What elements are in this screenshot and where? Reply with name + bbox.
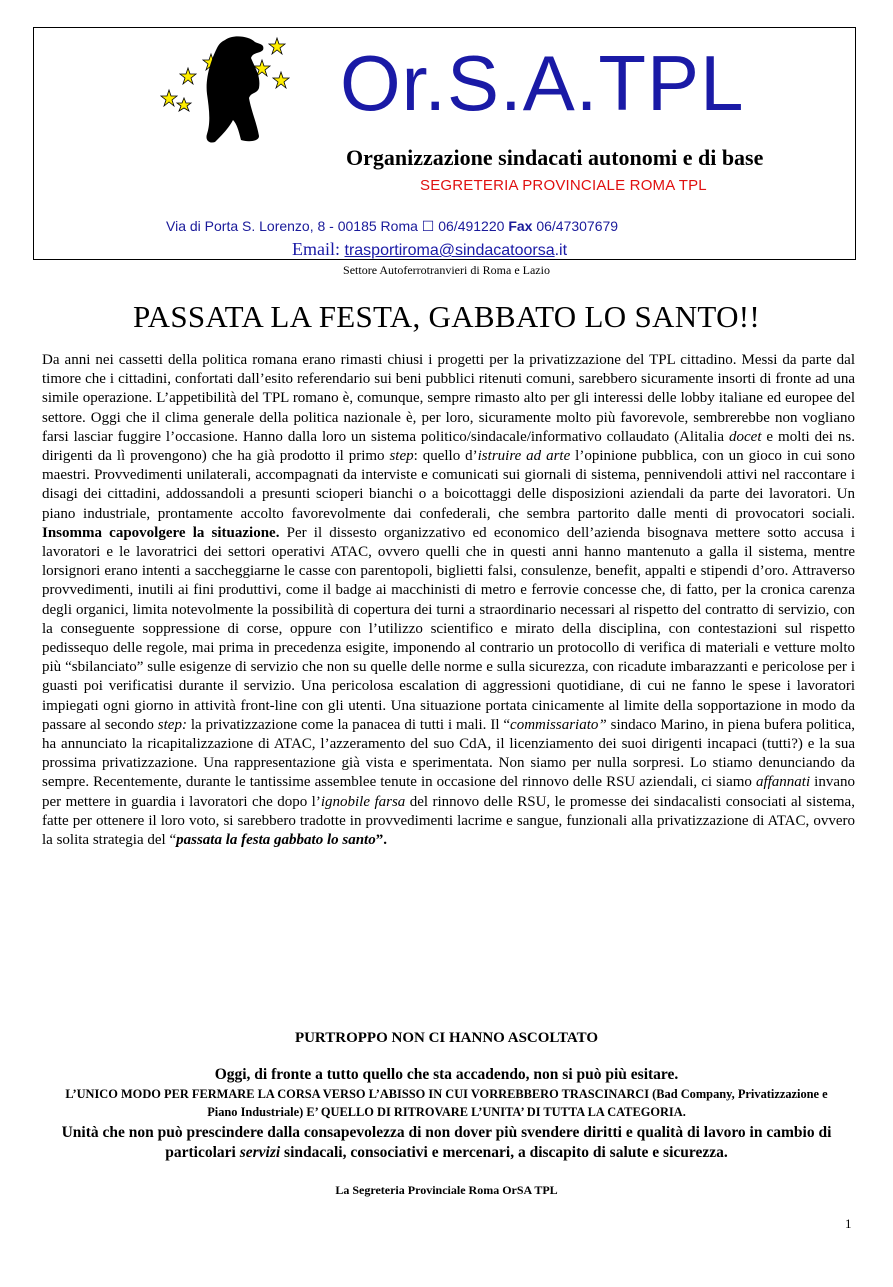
sector-subtitle: Settore Autoferrotranvieri di Roma e Lazio bbox=[343, 263, 550, 277]
fax-number: 06/47307679 bbox=[536, 218, 619, 234]
fax-label: Fax bbox=[508, 218, 533, 234]
bear-silhouette bbox=[206, 36, 263, 142]
unity-statement: Unità che non può prescindere dalla consapevolezza di non dover più svendere diritti e qualità di lavoro in cambio di particolari servizi sindacali, consociativi e mercenari, a discapito di salute e sicurezza. bbox=[61, 1124, 832, 1161]
email-tld: .it bbox=[554, 242, 568, 259]
organization-logo-text: Or.S.A.TPL bbox=[340, 39, 745, 127]
contact-email bbox=[292, 239, 567, 260]
phone-number: 06/491220 bbox=[438, 218, 505, 234]
address-text: Via di Porta S. Lorenzo, 8 - 00185 Roma bbox=[166, 218, 418, 234]
signature: La Segreteria Provinciale Roma OrSA TPL bbox=[335, 1183, 558, 1197]
bear-with-stars-logo bbox=[155, 32, 295, 147]
section-heading: PURTROPPO NON CI HANNO ASCOLTATO bbox=[294, 1030, 599, 1046]
page-number: 1 bbox=[845, 1216, 852, 1231]
phone-icon: ☐ bbox=[421, 218, 435, 234]
call-to-action: Oggi, di fronte a tutto quello che sta accadendo, non si può più esitare. bbox=[214, 1066, 679, 1083]
contact-address bbox=[166, 218, 618, 235]
organization-name: Organizzazione sindacati autonomi e di base bbox=[346, 145, 764, 170]
page-title: PASSATA LA FESTA, GABBATO LO SANTO!! bbox=[132, 299, 761, 334]
body-paragraph: Da anni nei cassetti della politica romana erano rimasti chiusi i progetti per la privatizzazione del TPL cittadino. Messi da parte dal timore che i cittadini, confortati dall’esito referendario sui beni pubblici ritenuti comuni, sarebbero sicuramente insorti di fronte ad una simile operazione. L’appetibilità del TPL romano è, comunque, sempre rimasto alto per gli interessi delle lobby italiane ed europee del settore. Oggi che il clima generale della politica nazionale è, per loro, sicuramente molto più favorevole, sembrerebbe non vogliano farsi lasciar fuggire l’occasione. Hanno dalla loro un sistema politico/sindacale/informativo collaudato (Alitalia docet e molti dei ns. dirigenti da lì provengono) che ha già prodotto il primo step: quello d’istruire ad arte l’opinione pubblica, con un gioco in cui sono maestri. Provvedimenti unilaterali, accompagnati da interviste e comunicati sui giornali di sistema, pennivendoli attivi nel raccontare i disagi dei cittadini, addossandoli a presunti scioperi bianchi o a boicottaggi delle disposizioni aziendali da parte dei lavoratori. Un piano industriale, prontamente accolto favorevolmente dai confederali, che sembra partorito dalle menti di provocatori sociali. Insomma capovolgere la situazione. Per il dissesto organizzativo ed economico dell’azienda bisognava mettere sotto accusa i lavoratori e le lavoratrici dei settori operativi ATAC, ovvero quelli che in questi anni hanno mantenuto a galla il sistema, mentre lorsignori erano intenti a saccheggiarne le casse con parentopoli, biglietti falsi, consulenze, benefit, appalti e stipendi d’oro. Attraverso provvedimenti, inutili ai fini produttivi, come il badge ai macchinisti di metro e ferrovie concesse che, di fatto, per la cronica carenza degli organici, limita notevolmente la possibilità di copertura dei turni a straordinario necessari al rispetto del contratto di servizio, con la conseguente soppressione di corse, oppure con l’utilizzo scientifico e mirato della disciplina, con contestazioni sul rispetto pedissequo delle regole, mai prima in precedenza esigite, imponendo al contrario un protocollo di verifica di materiali e vetture molto più “sbilanciato” sulle esigenze di servizio che non su quelle delle norme e sulla sicurezza, con ricadute imbarazzanti e pericolose per i guasti poi verificatisi durante il servizio. Una pericolosa escalation di aggressioni quotidiane, di cui ne fanno le spese i lavoratori impiegati ogni giorno in attività front-line con gli utenti. Una situazione portata cinicamente al limite della sopportazione in modo da passare al secondo step: la privatizzazione come la panacea di tutti i mali. Il “commissariato” sindaco Marino, in piena bufera politica, ha annunciato la ricapitalizzazione di ATAC, l’azzeramento del suo CdA, il licenziamento dei suoi dirigenti incapaci (tutti?) e la sua prossima privatizzazione. Una rappresentazione già vista e sperimentata. Non siamo per nulla sorpresi. Lo stiamo denunciando da sempre. Recentemente, durante le tantissime assemblee tenute in occasione del rinnovo delle RSU aziendali, ci siamo affannati invano per mettere in guardia i lavoratori che dopo l’ignobile farsa del rinnovo delle RSU, le promesse dei sindacalisti consociati al sistema, fatte per ottenere il loro voto, si sarebbero tradotte in provvedimenti lacrime e sangue, funzionali alla privatizzazione di ATAC, ovvero la solita strategia del “passata la festa gabbato lo santo”. bbox=[42, 352, 856, 849]
unity-appeal: L’UNICO MODO PER FERMARE LA CORSA VERSO L’ABISSO IN CUI VORREBBERO TRASCINARCI (Bad Company, Privatizzazione e Piano Industriale) E’ QUELLO DI RITROVARE L’UNITA’ DI TUTTA LA CATEGORIA. bbox=[65, 1087, 828, 1119]
email-label: Email: bbox=[292, 239, 340, 259]
email-link[interactable]: trasportiroma@sindacatoorsa bbox=[344, 242, 555, 259]
secretariat-title: SEGRETERIA PROVINCIALE ROMA TPL bbox=[420, 177, 707, 194]
